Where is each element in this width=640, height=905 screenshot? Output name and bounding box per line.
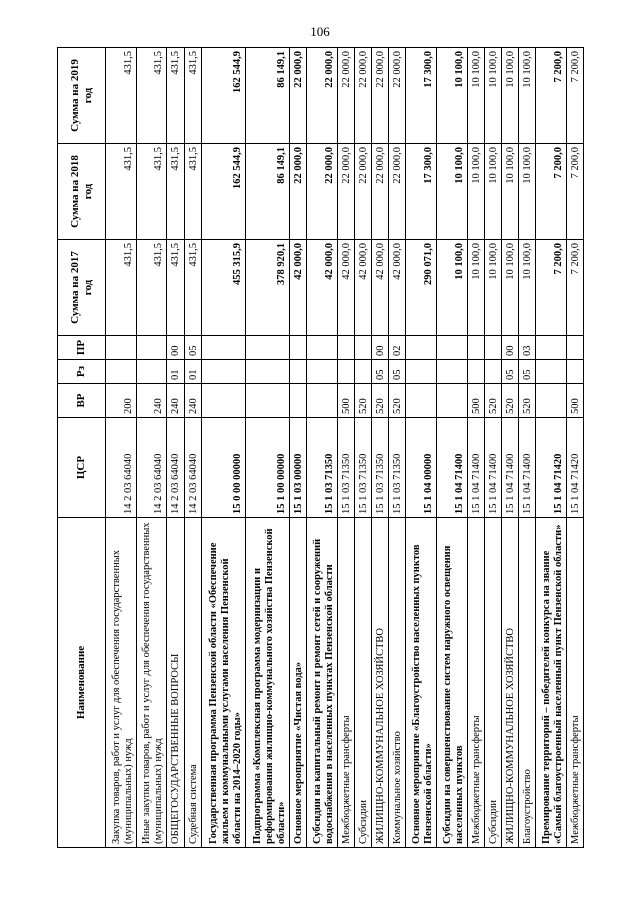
cell-pr [245,336,289,360]
cell-csr: 15 1 04 71400 [437,418,468,518]
cell-sum-2019: 10 100,0 [501,48,518,144]
cell-pr [355,336,372,360]
cell-rz [355,360,372,384]
cell-sum-2017: 378 920,1 [245,240,289,336]
cell-vr: 520 [484,384,501,418]
cell-pr [437,336,468,360]
cell-sum-2018: 431,5 [184,144,201,240]
cell-name: Подпрограмма «Комплексная программа модернизации и реформирования жилищно-коммунального хозяйства Пензенской области» [245,518,289,848]
cell-csr: 14 2 03 64040 [167,418,184,518]
cell-vr: 520 [501,384,518,418]
cell-csr: 14 2 03 64040 [136,418,167,518]
cell-pr: 00 [167,336,184,360]
cell-name: Судебная система [184,518,201,848]
cell-sum-2018: 86 149,1 [245,144,289,240]
cell-sum-2019: 10 100,0 [519,48,536,144]
header-sum-2018: Сумма на 2018 год [58,144,106,240]
cell-vr [307,384,338,418]
header-csr: ЦСР [58,418,106,518]
cell-sum-2018: 22 000,0 [290,144,307,240]
table-row [184,48,201,848]
cell-pr [484,336,501,360]
cell-sum-2019: 17 300,0 [406,48,437,144]
cell-name: ЖИЛИЩНО-КОММУНАЛЬНОЕ ХОЗЯЙСТВО [501,518,518,848]
table-row [389,48,406,848]
cell-sum-2019: 7 200,0 [536,48,567,144]
table-row [484,48,501,848]
cell-vr [201,384,245,418]
cell-rz [201,360,245,384]
cell-sum-2018: 10 100,0 [519,144,536,240]
cell-sum-2017: 7 200,0 [566,240,583,336]
page-number: 106 [310,24,330,39]
header-rz: Рз [58,360,106,384]
cell-rz: 01 [167,360,184,384]
cell-name: Основное мероприятие «Чистая вода» [290,518,307,848]
cell-vr: 240 [184,384,201,418]
cell-sum-2018: 7 200,0 [566,144,583,240]
cell-name: Премирование территорий – победителей конкурса на звание «Самый благоустроенный населенный пункт Пензенской области» [536,518,567,848]
cell-pr: 00 [501,336,518,360]
cell-sum-2017: 431,5 [136,240,167,336]
cell-vr: 240 [136,384,167,418]
cell-sum-2018: 431,5 [167,144,184,240]
cell-name: Государственная программа Пензенской области «Обеспечение жильем и коммунальными услугами населения Пензенской области на 2014–2020 годы» [201,518,245,848]
table-row [566,48,583,848]
cell-sum-2019: 22 000,0 [389,48,406,144]
cell-rz [467,360,484,384]
header-row [58,48,106,848]
cell-sum-2018: 22 000,0 [355,144,372,240]
cell-sum-2018: 162 544,9 [201,144,245,240]
cell-sum-2017: 10 100,0 [484,240,501,336]
cell-vr: 520 [389,384,406,418]
cell-rz [290,360,307,384]
cell-sum-2018: 431,5 [136,144,167,240]
cell-sum-2017: 10 100,0 [437,240,468,336]
cell-pr [307,336,338,360]
cell-pr: 00 [372,336,389,360]
cell-rz [406,360,437,384]
cell-csr: 15 1 03 00000 [290,418,307,518]
cell-name: Межбюджетные трансферты [566,518,583,848]
table-body [106,48,584,848]
cell-pr [406,336,437,360]
cell-rz [136,360,167,384]
cell-name: Субсидии на капитальный ремонт и ремонт сетей и сооружений водоснабжения в населенных пунктах Пензенской области [307,518,338,848]
cell-pr: 05 [184,336,201,360]
cell-sum-2018: 431,5 [106,144,137,240]
cell-sum-2018: 10 100,0 [467,144,484,240]
cell-vr: 520 [519,384,536,418]
cell-csr: 15 1 03 71350 [307,418,338,518]
cell-sum-2018: 22 000,0 [372,144,389,240]
cell-vr: 240 [167,384,184,418]
cell-sum-2019: 10 100,0 [484,48,501,144]
cell-name: Закупка товаров, работ и услуг для обеспечения государственных (муниципальных) нужд [106,518,137,848]
cell-sum-2017: 290 071,0 [406,240,437,336]
cell-sum-2019: 162 544,9 [201,48,245,144]
cell-rz: 05 [501,360,518,384]
cell-sum-2017: 10 100,0 [501,240,518,336]
cell-vr: 500 [566,384,583,418]
cell-sum-2017: 10 100,0 [519,240,536,336]
cell-name: Субсидии [484,518,501,848]
table-row [338,48,355,848]
cell-sum-2018: 22 000,0 [307,144,338,240]
cell-sum-2019: 86 149,1 [245,48,289,144]
cell-sum-2018: 17 300,0 [406,144,437,240]
cell-pr [338,336,355,360]
cell-sum-2019: 22 000,0 [372,48,389,144]
cell-rz: 05 [389,360,406,384]
table-row [136,48,167,848]
cell-name: Иные закупки товаров, работ и услуг для обеспечения государственных (муниципальных) нужд [136,518,167,848]
cell-name: ОБЩЕГОСУДАРСТВЕННЫЕ ВОПРОСЫ [167,518,184,848]
cell-rz [106,360,137,384]
header-vr: ВР [58,384,106,418]
cell-vr [245,384,289,418]
cell-rz [566,360,583,384]
cell-pr [136,336,167,360]
table-row [245,48,289,848]
cell-pr [566,336,583,360]
cell-rz: 05 [519,360,536,384]
cell-csr: 15 1 04 71400 [501,418,518,518]
cell-vr: 500 [338,384,355,418]
cell-pr [106,336,137,360]
cell-name: Благоустройство [519,518,536,848]
cell-sum-2018: 7 200,0 [536,144,567,240]
table-row [307,48,338,848]
cell-pr [467,336,484,360]
header-sum-2017: Сумма на 2017 год [58,240,106,336]
table-row [406,48,437,848]
cell-name: Субсидии на совершенствование систем наружного освещения населенных пунктов [437,518,468,848]
cell-csr: 15 1 03 71350 [338,418,355,518]
header-name: Наименование [58,518,106,848]
cell-pr: 03 [519,336,536,360]
cell-sum-2018: 10 100,0 [437,144,468,240]
table-row [290,48,307,848]
cell-csr: 15 1 03 71350 [389,418,406,518]
cell-rz [536,360,567,384]
cell-sum-2019: 7 200,0 [566,48,583,144]
cell-sum-2019: 10 100,0 [467,48,484,144]
cell-vr [290,384,307,418]
cell-vr [437,384,468,418]
cell-sum-2019: 431,5 [167,48,184,144]
budget-table [57,47,584,848]
cell-sum-2017: 7 200,0 [536,240,567,336]
cell-rz [245,360,289,384]
cell-name: Межбюджетные трансферты [338,518,355,848]
cell-sum-2019: 22 000,0 [307,48,338,144]
cell-sum-2018: 22 000,0 [389,144,406,240]
cell-sum-2017: 42 000,0 [290,240,307,336]
table-row [501,48,518,848]
table-row [201,48,245,848]
cell-csr: 15 1 04 71420 [566,418,583,518]
cell-csr: 15 1 03 71350 [372,418,389,518]
cell-csr: 15 1 03 71350 [355,418,372,518]
cell-vr: 520 [372,384,389,418]
cell-name: Основное мероприятие «Благоустройство населенных пунктов Пензенской области» [406,518,437,848]
cell-csr: 15 1 04 00000 [406,418,437,518]
table-row [536,48,567,848]
cell-csr: 15 1 04 71400 [484,418,501,518]
cell-csr: 15 0 00 00000 [201,418,245,518]
cell-sum-2017: 42 000,0 [338,240,355,336]
cell-sum-2019: 431,5 [184,48,201,144]
cell-sum-2018: 10 100,0 [501,144,518,240]
table-row [437,48,468,848]
header-sum-2019: Сумма на 2019 год [58,48,106,144]
table-row [519,48,536,848]
cell-sum-2019: 22 000,0 [290,48,307,144]
cell-sum-2017: 42 000,0 [372,240,389,336]
cell-pr [201,336,245,360]
cell-sum-2017: 431,5 [167,240,184,336]
table-row [355,48,372,848]
cell-sum-2019: 22 000,0 [355,48,372,144]
cell-vr [536,384,567,418]
cell-csr: 14 2 03 64040 [106,418,137,518]
cell-sum-2017: 42 000,0 [389,240,406,336]
cell-sum-2019: 10 100,0 [437,48,468,144]
cell-csr: 14 2 03 64040 [184,418,201,518]
cell-sum-2018: 22 000,0 [338,144,355,240]
cell-sum-2019: 431,5 [106,48,137,144]
cell-sum-2017: 431,5 [106,240,137,336]
cell-name: Коммунальное хозяйство [389,518,406,848]
cell-pr [536,336,567,360]
cell-csr: 15 1 00 00000 [245,418,289,518]
cell-csr: 15 1 04 71400 [467,418,484,518]
cell-vr: 200 [106,384,137,418]
cell-vr: 520 [355,384,372,418]
table-row [106,48,137,848]
table-row [167,48,184,848]
cell-csr: 15 1 04 71400 [519,418,536,518]
cell-sum-2017: 10 100,0 [467,240,484,336]
cell-sum-2017: 431,5 [184,240,201,336]
cell-vr: 500 [467,384,484,418]
cell-rz [437,360,468,384]
table-row [372,48,389,848]
cell-pr [290,336,307,360]
cell-rz [484,360,501,384]
cell-sum-2017: 42 000,0 [307,240,338,336]
cell-pr: 02 [389,336,406,360]
cell-sum-2019: 431,5 [136,48,167,144]
table-row [467,48,484,848]
cell-rz [307,360,338,384]
cell-name: Межбюджетные трансферты [467,518,484,848]
cell-csr: 15 1 04 71420 [536,418,567,518]
header-pr: ПР [58,336,106,360]
budget-table-container [57,48,584,848]
cell-sum-2018: 10 100,0 [484,144,501,240]
cell-sum-2017: 455 315,9 [201,240,245,336]
cell-sum-2017: 42 000,0 [355,240,372,336]
cell-name: Субсидии [355,518,372,848]
cell-sum-2019: 22 000,0 [338,48,355,144]
cell-vr [406,384,437,418]
cell-rz: 01 [184,360,201,384]
cell-rz: 05 [372,360,389,384]
cell-name: ЖИЛИЩНО-КОММУНАЛЬНОЕ ХОЗЯЙСТВО [372,518,389,848]
cell-rz [338,360,355,384]
